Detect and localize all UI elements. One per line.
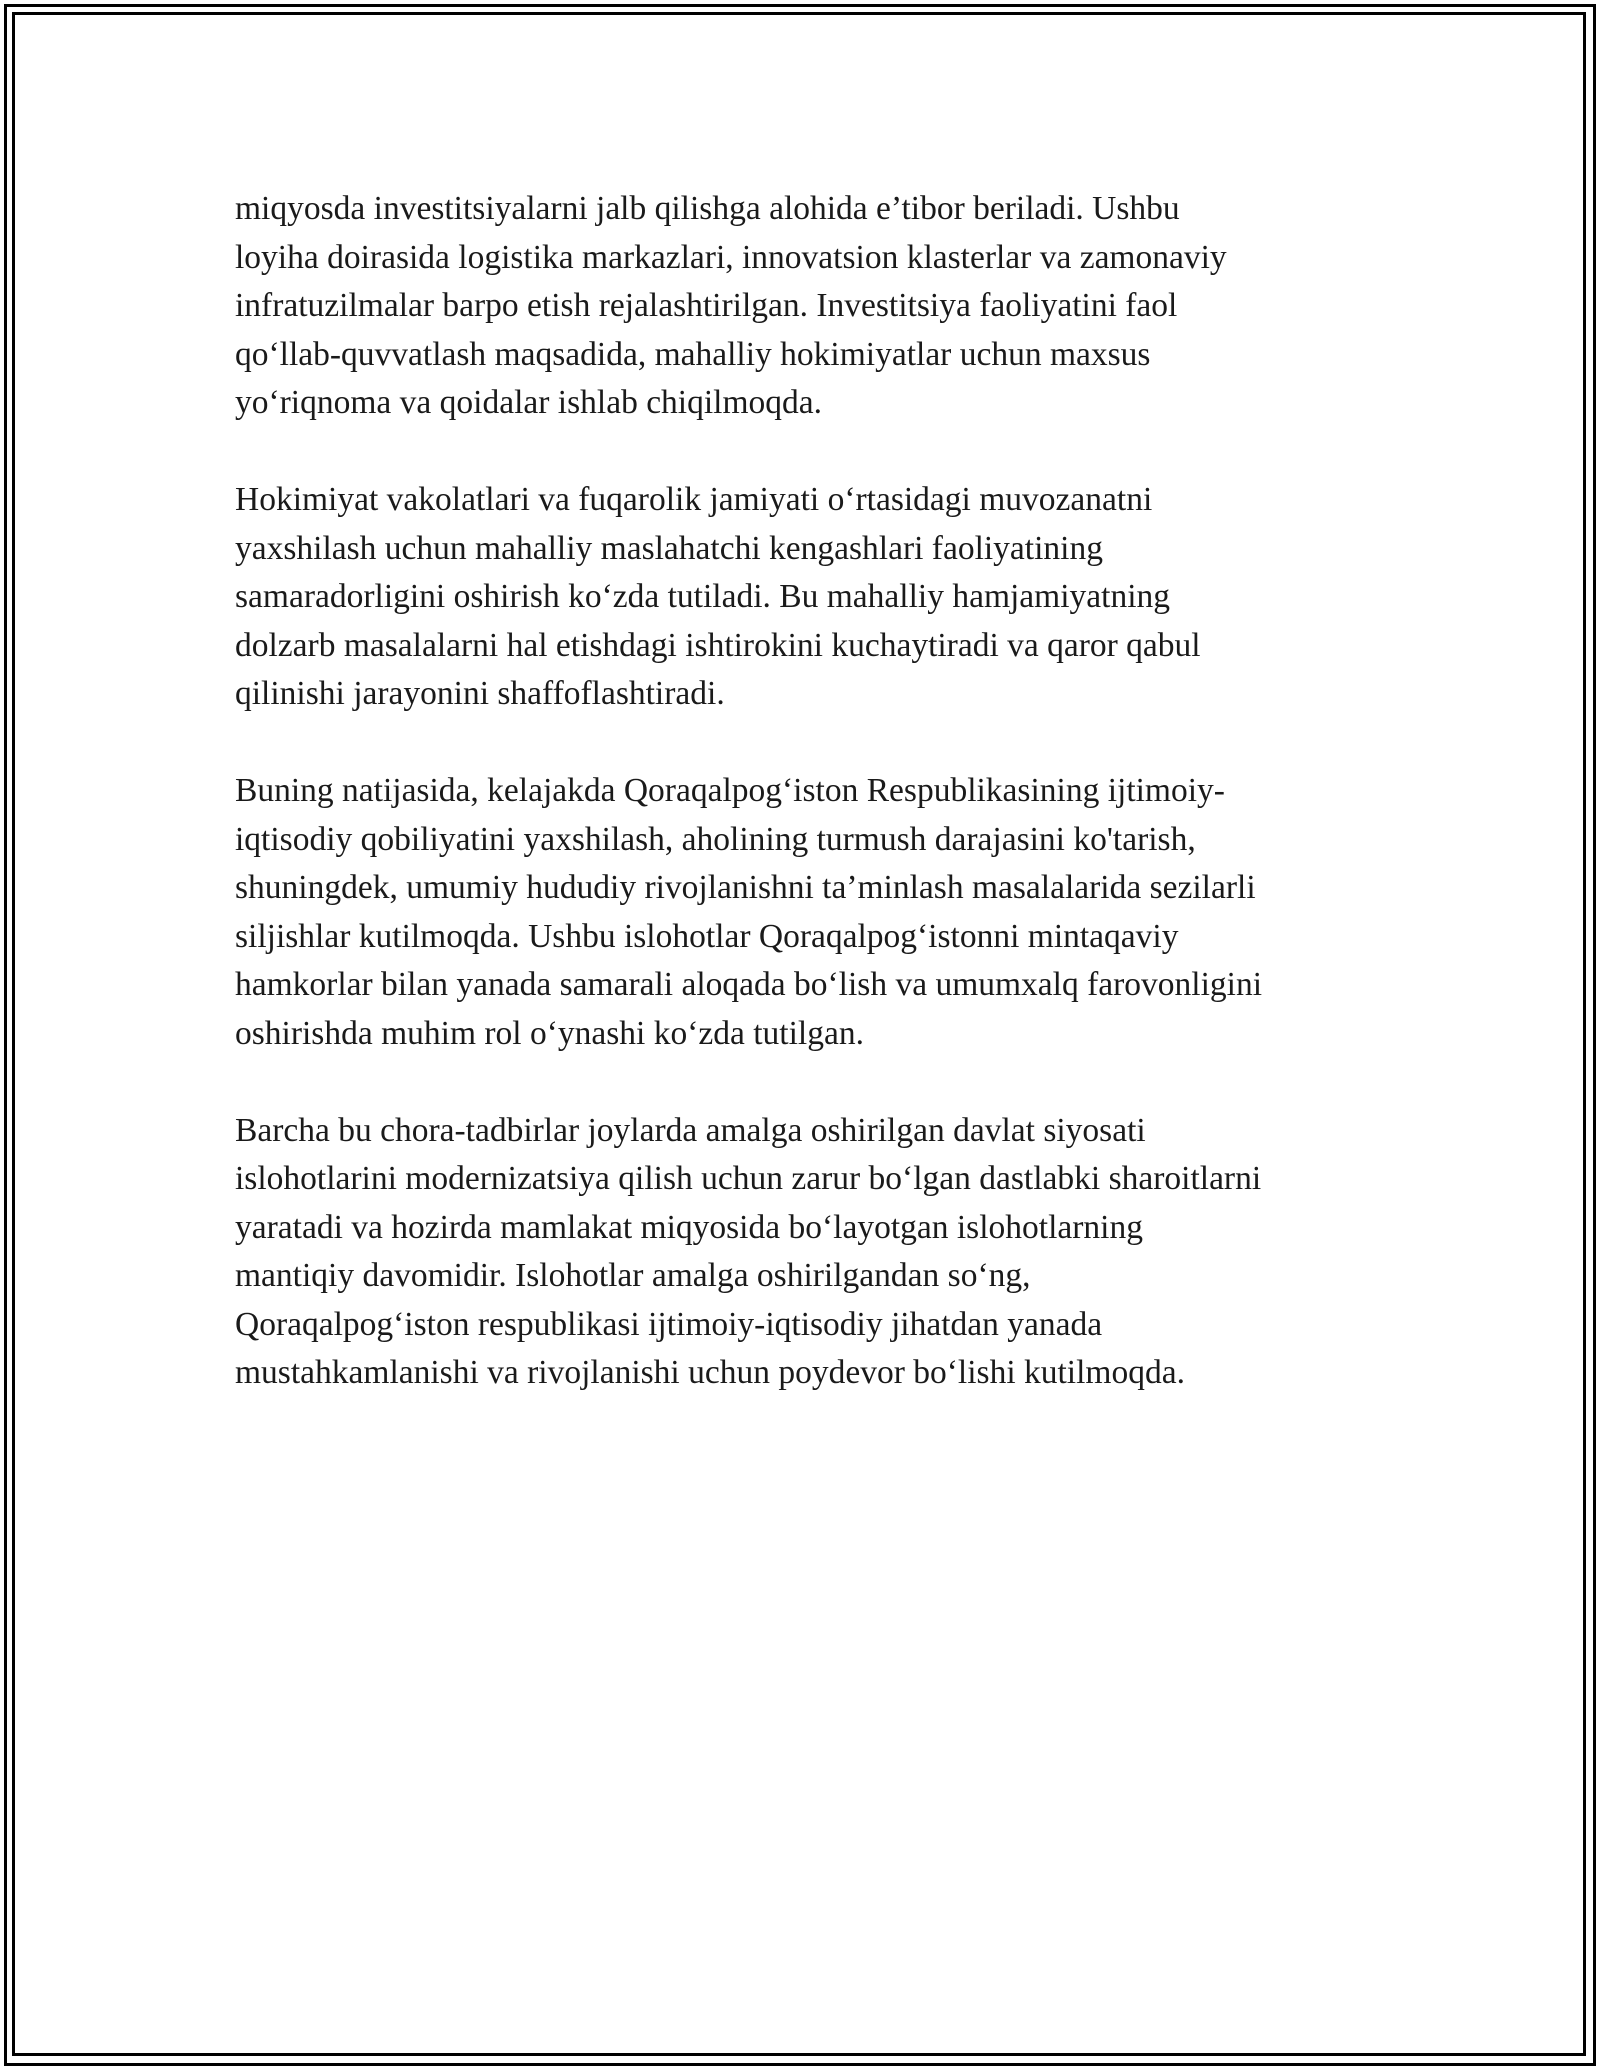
paragraph-line: Qoraqalpog‘iston respublikasi ijtimoiy-iqtisodiy jihatdan yanada (235, 1305, 1103, 1343)
paragraph-line: mantiqiy davomidir. Islohotlar amalga oshirilgandan so‘ng, (235, 1257, 1031, 1294)
paragraph-line: oshirishda muhim rol o‘ynashi ko‘zda tutilgan. (235, 1014, 864, 1052)
paragraph-line: mustahkamlanishi va rivojlanishi uchun poydevor bo‘lishi kutilmoqda. (235, 1354, 1185, 1391)
paragraph-line: yaxshilash uchun mahalliy maslahatchi kengashlari faoliyatining (235, 529, 1103, 567)
paragraph-line: iqtisodiy qobiliyatini yaxshilash, aholining turmush darajasini ko'tarish, (235, 820, 1196, 858)
paragraph-line: samaradorligini oshirish ko‘zda tutiladi. Bu mahalliy hamjamiyatning (235, 578, 1171, 615)
paragraph-line: infratuzilmalar barpo etish rejalashtirilgan. Investitsiya faoliyatini faol (235, 287, 1178, 324)
document-body (235, 185, 1385, 1446)
paragraph-line: Hokimiyat vakolatlari va fuqarolik jamiyati o‘rtasidagi muvozanatni (235, 481, 1153, 518)
paragraph-line: siljishlar kutilmoqda. Ushbu islohotlar Qoraqalpog‘istonni mintaqaviy (235, 917, 1179, 955)
paragraph-line: Barcha bu chora-tadbirlar joylarda amalga oshirilgan davlat siyosati (235, 1111, 1146, 1149)
paragraph-line: qo‘llab-quvvatlash maqsadida, mahalliy hokimiyatlar uchun maxsus (235, 335, 1151, 373)
paragraph-line: qilinishi jarayonini shaffoflashtiradi. (235, 675, 725, 712)
paragraph-line: yo‘riqnoma va qoidalar ishlab chiqilmoqda. (235, 384, 823, 421)
paragraph-2 (235, 476, 1385, 719)
paragraph-line: islohotlarini modernizatsiya qilish uchun zarur bo‘lgan dastlabki sharoitlarni (235, 1160, 1262, 1197)
paragraph-line: hamkorlar bilan yanada samarali aloqada bo‘lish va umumxalq farovonligini (235, 966, 1263, 1003)
paragraph-3 (235, 767, 1385, 1058)
paragraph-line: yaratadi va hozirda mamlakat miqyosida bo‘layotgan islohotlarning (235, 1208, 1143, 1246)
paragraph-line: miqyosda investitsiyalarni jalb qilishga alohida e’tibor beriladi. Ushbu (235, 190, 1180, 227)
paragraph-1 (235, 185, 1385, 428)
paragraph-line: dolzarb masalalarni hal etishdagi ishtirokini kuchaytiradi va qaror qabul (235, 626, 1201, 664)
paragraph-line: shuningdek, umumiy hududiy rivojlanishni ta’minlash masalalarida sezilarli (235, 869, 1256, 906)
paragraph-line: Buning natijasida, kelajakda Qoraqalpog‘iston Respublikasining ijtimoiy- (235, 772, 1225, 809)
paragraph-4 (235, 1107, 1385, 1398)
paragraph-line: loyiha doirasida logistika markazlari, innovatsion klasterlar va zamonaviy (235, 238, 1227, 276)
